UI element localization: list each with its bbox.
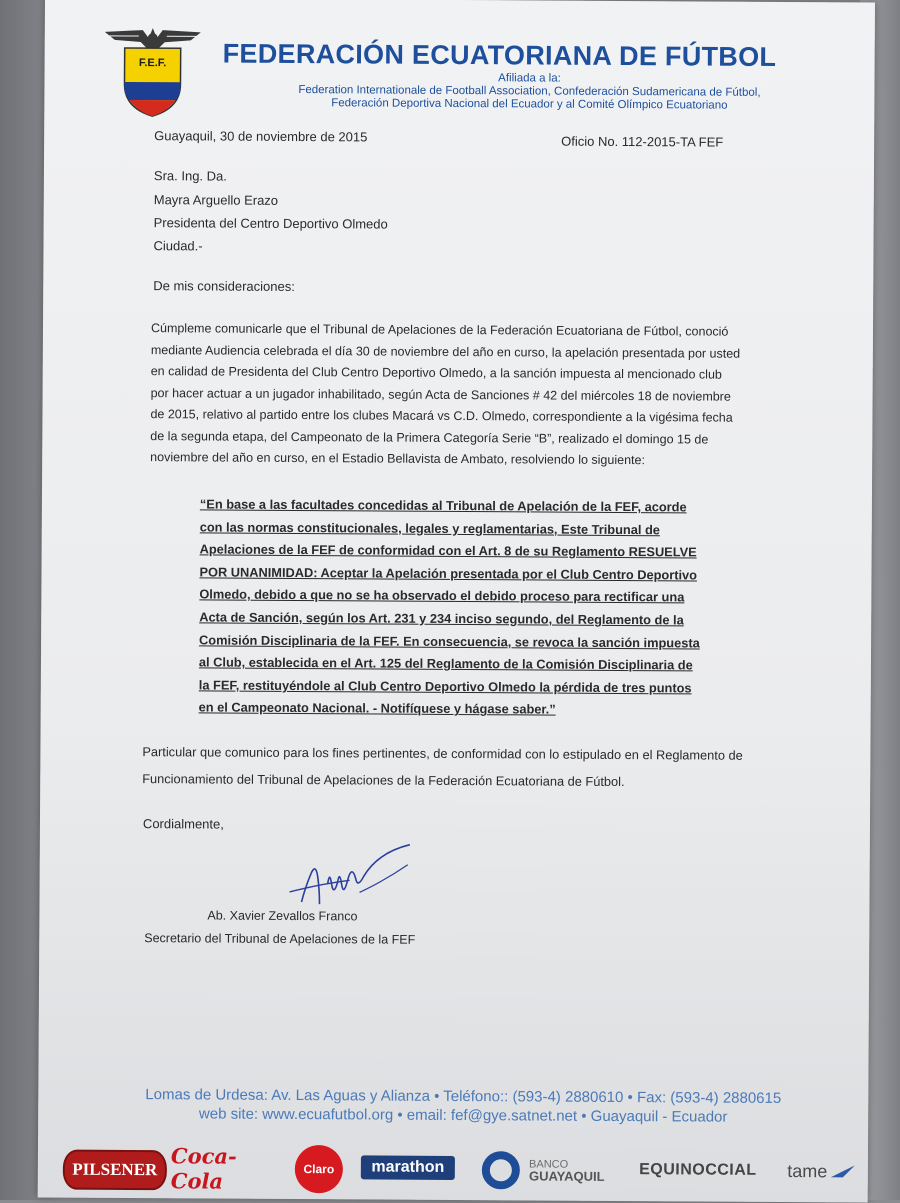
sponsor-strip [63, 1138, 863, 1203]
claro-text: Claro [303, 1162, 335, 1177]
body-line: noviembre del año en curso, en el Estadio Bellavista de Ambato, resolviendo lo siguiente: [150, 450, 645, 468]
signer-title: Secretario del Tribunal de Apelaciones de la FEF [144, 931, 416, 947]
body-line: Cúmpleme comunicarle que el Tribunal de Apelaciones de la Federación Ecuatoriana de Fútbol, conoció [150, 321, 729, 339]
coca-cola-logo [170, 1143, 281, 1194]
salutation: De mis consideraciones: [153, 278, 295, 294]
recipient-line: Presidenta del Centro Deportivo Olmedo [153, 215, 388, 232]
affiliation-line: Federation Internationale de Football Association, Confederación Sudamericana de Fútbol, [298, 84, 761, 99]
equinoccial-text: EQUINOCCIAL [639, 1161, 757, 1179]
marathon-logo [361, 1155, 455, 1180]
recipient-line: Mayra Arguello Erazo [153, 192, 279, 208]
resolution-line: al Club, establecida en el Art. 125 del Reglamento de la Comisión Disciplinaria de [198, 654, 693, 673]
resolution-line: Olmedo, debido a que no se ha observado el debido proceso para rectificar una [199, 586, 685, 605]
claro-logo [295, 1145, 343, 1193]
banco-guayaquil-logo [473, 1148, 613, 1193]
footer-web: web site: www.ecuafutbol.org • email: fef@gye.satnet.net • Guayaquil - Ecuador [198, 1105, 728, 1126]
recipient-line: Sra. Ing. Da. [153, 168, 227, 184]
resolution-line: Apelaciones de la FEF de conformidad con el Art. 8 de su Reglamento RESUELVE [199, 541, 697, 560]
resolution-line: la FEF, restituyéndole al Club Centro Deportivo Olmedo la pérdida de tres puntos [198, 677, 692, 696]
handwritten-signature [259, 834, 419, 915]
body-line: por hacer actuar a un jugador inhabilitado, según Acta de Sanciones # 42 del miércoles 18 de noviembre [150, 385, 731, 404]
resolution-line: Acta de Sanción, según los Art. 231 y 234 inciso segundo, del Reglamento de la [199, 609, 684, 628]
banco-guayaquil-ring-icon [481, 1150, 521, 1190]
body-line: mediante Audiencia celebrada el día 30 de noviembre del año en curso, la apelación presentada por usted [150, 342, 741, 361]
resolution-line: con las normas constitucionales, legales y reglamentarias, Este Tribunal de [199, 519, 660, 537]
tame-arrow-icon [830, 1163, 854, 1179]
footer-address: Lomas de Urdesa: Av. Las Aguas y Alianza • Teléfono:: (593-4) 2880610 • Fax: (593-4) 2880615 [145, 1086, 782, 1107]
body-paragraph [150, 318, 771, 472]
resolution-quote [199, 493, 765, 722]
tame-logo [781, 1154, 861, 1188]
pilsener-logo [63, 1150, 167, 1191]
body-line: de la segunda etapa, del Campeonato de la Primera Categoría Serie “B”, realizado el domingo 15 de [150, 428, 709, 447]
body-line: de 2015, relativo al partido entre los clubes Macará vs C.D. Olmedo, correspondiente a la vigésima fecha [150, 407, 733, 425]
footer-contact [118, 1085, 808, 1127]
tame-text: tame [787, 1160, 828, 1181]
signer-name: Ab. Xavier Zevallos Franco [207, 908, 358, 924]
body-line: en calidad de Presidenta del Club Centro Deportivo Olmedo, a la sanción impuesta al mencionado club [150, 364, 722, 382]
fef-shield-logo [102, 22, 203, 119]
place-date: Guayaquil, 30 de noviembre de 2015 [154, 128, 368, 145]
guayaquil-text: GUAYAQUIL [528, 1168, 605, 1184]
resolution-line: “En base a las facultades concedidas al Tribunal de Apelación de la FEF, acorde [199, 496, 687, 515]
equinoccial-logo [628, 1153, 768, 1188]
valediction: Cordialmente, [142, 816, 224, 832]
letter-page [38, 0, 875, 1203]
organization-title: FEDERACIÓN ECUATORIANA DE FÚTBOL [222, 38, 777, 72]
resolution-line: POR UNANIMIDAD: Aceptar la Apelación presentada por el Club Centro Deportivo [199, 564, 698, 583]
reference-number: Oficio No. 112-2015-TA FEF [561, 133, 724, 150]
closing-line: Funcionamiento del Tribunal de Apelaciones de la Federación Ecuatoriana de Fútbol. [142, 771, 625, 790]
banco-text: BANCO [529, 1158, 569, 1171]
marathon-text: marathon [371, 1158, 445, 1176]
resolution-line: en el Campeonato Nacional. - Notifíquese y hágase saber.” [198, 699, 556, 717]
affiliation-block [249, 71, 809, 113]
closing-paragraph [142, 738, 782, 796]
closing-line: Particular que comunico para los fines pertinentes, de conformidad con lo estipulado en el Reglamento de [142, 744, 743, 763]
affiliation-line: Federación Deportiva Nacional del Ecuador y al Comité Olímpico Ecuatoriano [331, 97, 728, 112]
resolution-line: Comisión Disciplinaria de la FEF. En consecuencia, se revoca la sanción impuesta [199, 631, 700, 651]
logo-initials: F.E.F. [138, 57, 167, 70]
recipient-line: Ciudad.- [153, 238, 203, 254]
coca-cola-text: Coca-Cola [170, 1143, 237, 1194]
affiliation-line: Afiliada a la: [498, 72, 561, 85]
pilsener-text: PILSENER [72, 1159, 158, 1180]
